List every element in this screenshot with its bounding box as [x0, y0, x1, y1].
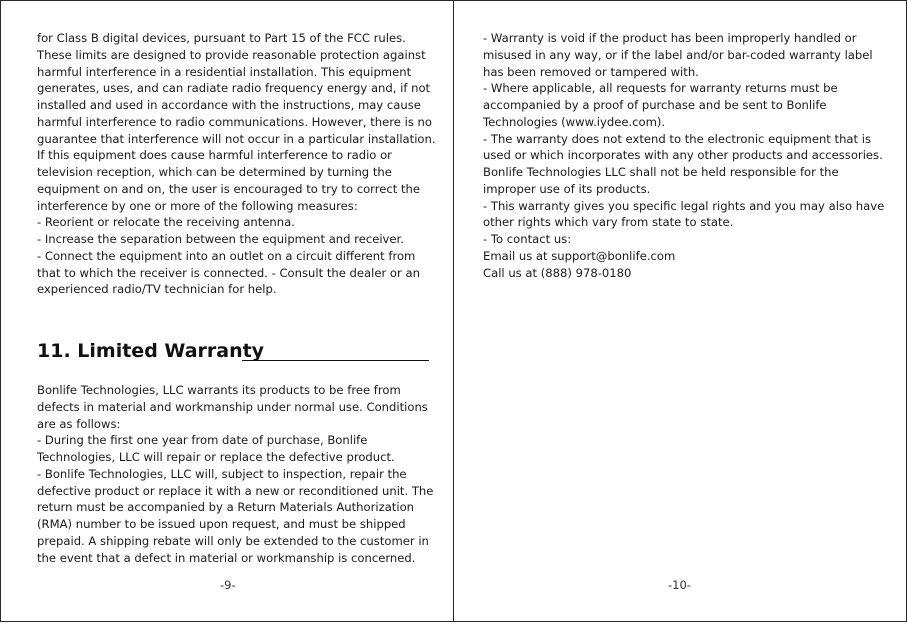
section-title: Limited Warranty	[77, 340, 265, 362]
text-line: - This warranty gives you specific legal rights and you may also have	[483, 198, 885, 213]
text-line: - Warranty is void if the product has been improperly handled or	[483, 31, 857, 45]
text-line: - The warranty does not extend to the electronic equipment that is	[483, 131, 872, 146]
heading-underline	[242, 360, 429, 361]
text-line: harmful interference to radio communications. However, there is no	[37, 114, 432, 129]
page-number: -10-	[668, 578, 691, 592]
warranty-text	[37, 382, 442, 566]
text-line: - Increase the separation between the equipment and receiver.	[37, 232, 404, 246]
text-line: - Bonlife Technologies, LLC will, subject to inspection, repair the	[37, 466, 407, 481]
text-line: television reception, which can be determined by turning the	[37, 165, 392, 179]
text-line: (RMA) number to be issued upon request, and must be shipped	[37, 517, 406, 531]
text-line: experienced radio/TV technician for help.	[37, 282, 277, 297]
text-line: If this equipment does cause harmful interference to radio or	[37, 148, 392, 163]
text-line: are as follows:	[37, 416, 121, 431]
warranty-terms-text	[483, 30, 898, 281]
text-line: equipment on and on, the user is encouraged to try to correct the	[37, 181, 421, 196]
text-line: other rights which vary from state to state.	[483, 215, 734, 230]
text-line: accompanied by a proof of purchase and be sent to Bonlife	[483, 98, 827, 112]
text-line: the event that a defect in material or workmanship is concerned.	[37, 550, 416, 565]
text-line: Technologies, LLC will repair or replace the defective product.	[37, 450, 395, 464]
page-number: -9-	[220, 578, 236, 592]
text-line: used or which incorporates with any other products and accessories.	[483, 148, 883, 163]
text-line: - Reorient or relocate the receiving antenna.	[37, 215, 295, 230]
text-line: return must be accompanied by a Return Materials Authorization	[37, 500, 415, 515]
text-line: for Class B digital devices, pursuant to Part 15 of the FCC rules.	[37, 31, 406, 45]
text-line: - To contact us:	[483, 232, 572, 246]
text-line: interference by one or more of the following measures:	[37, 198, 358, 213]
text-line: Technologies (www.iydee.com).	[483, 114, 666, 129]
text-line: Bonlife Technologies, LLC warrants its products to be free from	[37, 383, 401, 397]
right-page	[453, 0, 907, 622]
text-line: defects in material and workmanship under normal use. Conditions	[37, 399, 428, 414]
text-line: has been removed or tampered with.	[483, 64, 699, 79]
text-line: misused in any way, or if the label and/or bar-coded warranty label	[483, 47, 873, 62]
text-line: Bonlife Technologies LLC shall not be held responsible for the	[483, 165, 839, 179]
contact-phone: Call us at (888) 978-0180	[483, 265, 632, 280]
text-line: harmful interference in a residential installation. This equipment	[37, 64, 412, 79]
text-line: improper use of its products.	[483, 181, 651, 196]
section-heading	[37, 339, 429, 363]
contact-email: Email us at support@bonlife.com	[483, 248, 676, 263]
text-line: defective product or replace it with a new or reconditioned unit. The	[37, 483, 434, 498]
fcc-notice-text	[37, 30, 442, 298]
text-line: guarantee that interference will not occur in a particular installation.	[37, 131, 436, 146]
text-line: prepaid. A shipping rebate will only be extended to the customer in	[37, 533, 429, 548]
section-number: 11.	[37, 340, 71, 362]
text-line: These limits are designed to provide reasonable protection against	[37, 47, 426, 62]
text-line: generates, uses, and can radiate radio frequency energy and, if not	[37, 81, 431, 96]
text-line: - Connect the equipment into an outlet on a circuit different from	[37, 248, 416, 263]
text-line: that to which the receiver is connected. - Consult the dealer or an	[37, 265, 420, 280]
text-line: - During the first one year from date of purchase, Bonlife	[37, 433, 368, 448]
text-line: - Where applicable, all requests for warranty returns must be	[483, 81, 838, 96]
text-line: installed and used in accordance with the instructions, may cause	[37, 98, 421, 112]
